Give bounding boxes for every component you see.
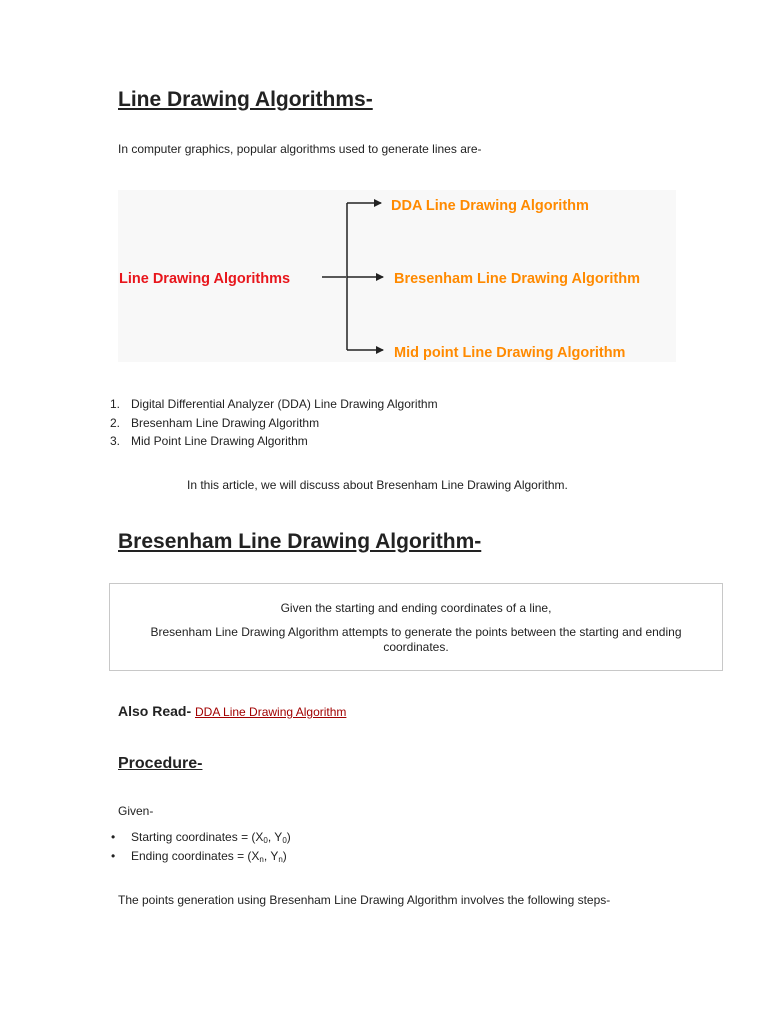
- algorithms-diagram: [118, 190, 676, 362]
- given-label: Given-: [118, 804, 154, 818]
- also-read-link[interactable]: DDA Line Drawing Algorithm: [195, 705, 347, 719]
- list-item-end: • Ending coordinates = ($X_n$, $Y_n$): [131, 849, 291, 868]
- page-title: Line Drawing Algorithms-: [118, 88, 373, 111]
- diagram-target-dda: DDA Line Drawing Algorithm: [391, 198, 589, 214]
- also-read: [118, 703, 346, 719]
- article-note: In this article, we will discuss about Bresenham Line Drawing Algorithm.: [187, 478, 568, 492]
- list-item: 3. Mid Point Line Drawing Algorithm: [110, 434, 308, 448]
- definition-line-2: Bresenham Line Drawing Algorithm attempts to generate the points between the starting and ending coordinates.: [150, 625, 682, 654]
- list-item: 1. Digital Differential Analyzer (DDA) Line Drawing Algorithm: [110, 397, 438, 411]
- procedure-title: Procedure-: [118, 755, 203, 772]
- diagram-target-midpoint: Mid point Line Drawing Algorithm: [394, 345, 626, 361]
- also-read-label: Also Read-: [118, 703, 192, 719]
- diagram-svg: [118, 190, 676, 362]
- algorithms-list: [110, 397, 438, 453]
- list-item-start: • Starting coordinates = ($X_0$, $Y_0$): [131, 830, 291, 849]
- definition-line-1: Given the starting and ending coordinates of a line,: [280, 601, 552, 615]
- definition-box: [109, 583, 723, 671]
- coordinates-list: [131, 830, 291, 867]
- intro-text: In computer graphics, popular algorithms used to generate lines are-: [118, 142, 482, 156]
- section-title: Bresenham Line Drawing Algorithm-: [118, 530, 482, 553]
- steps-intro: The points generation using Bresenham Line Drawing Algorithm involves the following steps-: [118, 893, 611, 907]
- list-item: 2. Bresenham Line Drawing Algorithm: [110, 415, 320, 430]
- diagram-target-bresenham: Bresenham Line Drawing Algorithm: [394, 271, 640, 287]
- diagram-source-label: Line Drawing Algorithms: [119, 271, 291, 287]
